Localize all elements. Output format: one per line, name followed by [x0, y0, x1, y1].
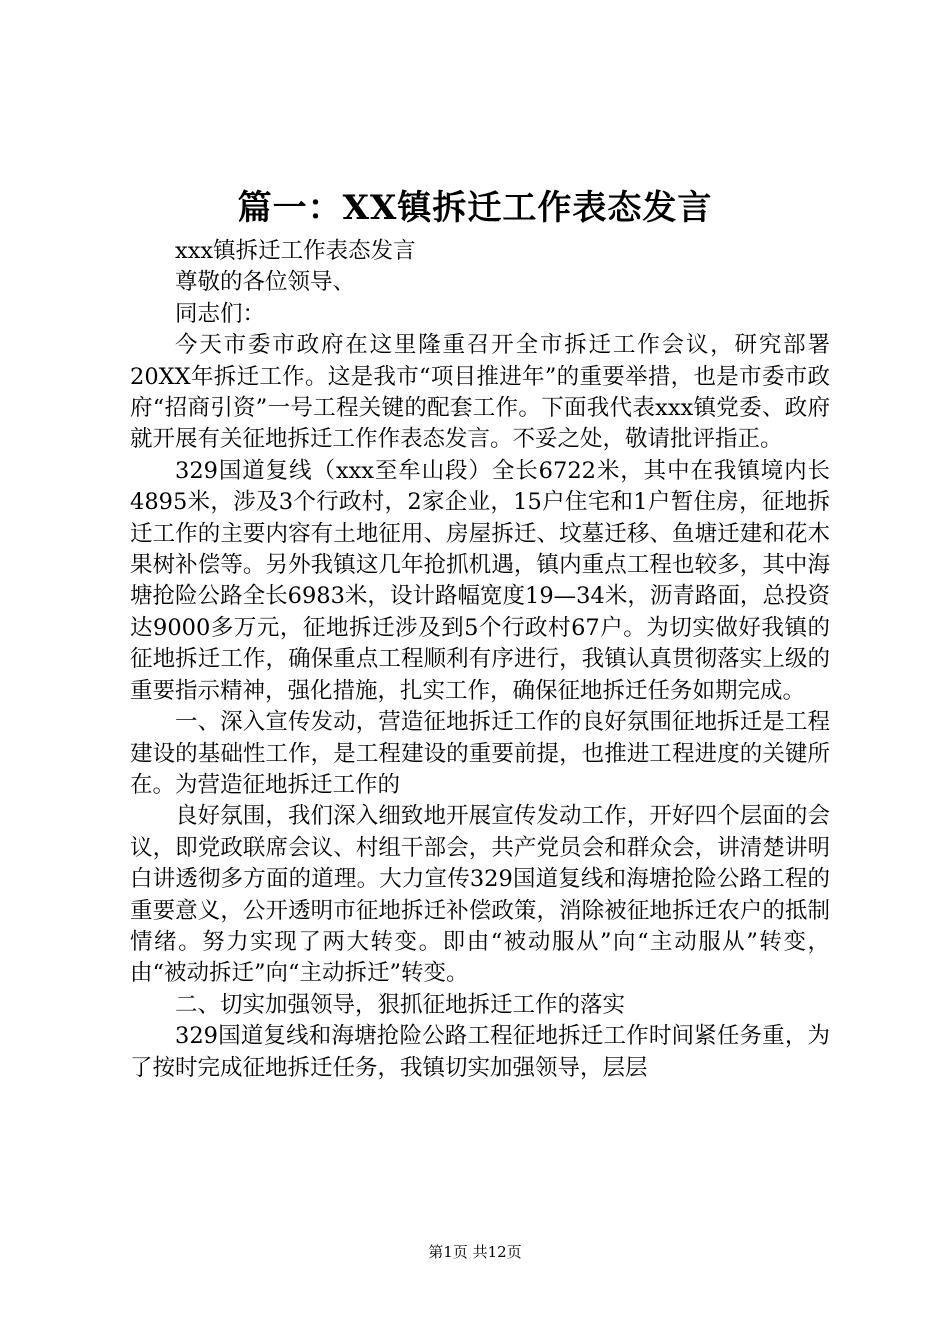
paragraph-salutation-1: 尊敬的各位领导、 [175, 269, 356, 296]
paragraph-section-one: 一、深入宣传发动，营造征地拆迁工作的良好氛围征地拆迁是工程建设的基础性工作，是工程建设的重要前提，也推进工程进度的关键所在。为营造征地拆迁工作的 [130, 709, 830, 798]
document-body [130, 236, 830, 1084]
paragraph-subtitle: xxx镇拆迁工作表态发言 [175, 238, 416, 264]
document-title: 篇一：XX镇拆迁工作表态发言 [237, 188, 713, 228]
paragraph-section-two-heading: 二、切实加强领导，狠抓征地拆迁工作的落实 [175, 991, 626, 1018]
paragraph-project-overview: 329国道复线（xxx至牟山段）全长6722米，其中在我镇境内长4895米，涉及3个行政村，2家企业，15户住宅和1户暂住房，征地拆迁工作的主要内容有土地征用、房屋拆迁、坟墓迁移、鱼塘迁建和花木果树补偿等。另外我镇这几年抢抓机遇，镇内重点工程也较多，其中海塘抢险公路全长6983米，设计路幅宽度19—34米，沥青路面，总投资达9000多万元，征地拆迁涉及到5个行政村67户。为切实做好我镇的征地拆迁工作，确保重点工程顺利有序进行，我镇认真贯彻落实上级的重要指示精神，强化措施，扎实工作，确保征地拆迁任务如期完成。 [130, 457, 830, 704]
paragraph-salutation-2: 同志们： [175, 300, 266, 327]
paragraph-section-two-body: 329国道复线和海塘抢险公路工程征地拆迁工作时间紧任务重，为了按时完成征地拆迁任务，我镇切实加强领导，层层 [130, 1023, 830, 1081]
paragraph-section-one-continued: 良好氛围，我们深入细致地开展宣传发动工作，开好四个层面的会议，即党政联席会议、村组干部会，共产党员会和群众会，讲清楚讲明白讲透彻多方面的道理。大力宣传329国道复线和海塘抢险公路工程的重要意义，公开透明市征地拆迁补偿政策，消除被征地拆迁农户的抵制情绪。努力实现了两大转变。即由“被动服从”向“主动服从”转变，由“被动拆迁”向“主动拆迁”转变。 [130, 803, 830, 987]
paragraph-opening: 今天市委市政府在这里隆重召开全市拆迁工作会议，研究部署20XX年拆迁工作。这是我市“项目推进年”的重要举措，也是市委市政府“招商引资”一号工程关键的配套工作。下面我代表xxx镇党委、政府就开展有关征地拆迁工作作表态发言。不妥之处，敬请批评指正。 [130, 332, 830, 453]
page-number: 第1页 共12页 [428, 1243, 522, 1261]
